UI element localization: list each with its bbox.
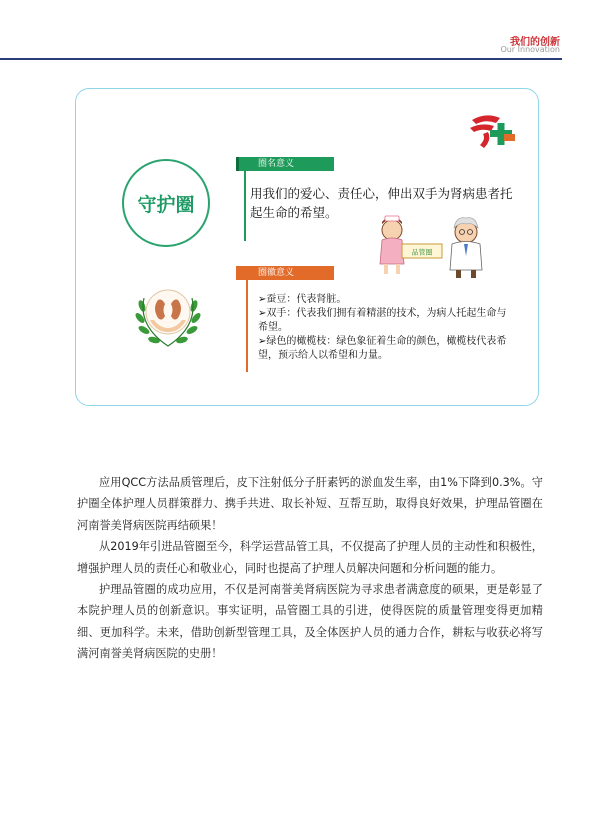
name-meaning-label: 圈名意义 bbox=[236, 157, 334, 171]
hospital-cross-logo-icon bbox=[466, 110, 518, 152]
paragraph: 应用QCC方法品质管理后，皮下注射低分子肝素钙的淤血发生率，由1%下降到0.3%。守护圈全体护理人员群策群力、携手共进、取长补短、互帮互助，取得良好效果，护理品管圈在河南誉美肾病医院再结硕果！ bbox=[77, 476, 543, 532]
badge-meaning-item: ➢蚕豆：代表肾脏。 bbox=[258, 294, 347, 305]
badge-meaning-item: ➢绿色的橄榄枝：绿色象征着生命的颜色，橄榄枝代表希望，预示给人以希望和力量。 bbox=[258, 336, 507, 361]
circle-name-badge bbox=[122, 159, 210, 247]
badge-meaning-label: 圈徽意义 bbox=[236, 266, 334, 280]
label-accent bbox=[236, 157, 239, 171]
header-divider bbox=[0, 58, 562, 60]
paragraph: 从2019年引进品管圈至今，科学运营品管工具，不仅提高了护理人员的主动性和积极性，增强护理人员的责任心和敬业心，同时也提高了护理人员解决问题和分析问题的能力。 bbox=[77, 540, 543, 575]
nurse-doctor-cartoon-icon bbox=[372, 212, 492, 280]
paragraph: 护理品管圈的成功应用，不仅是河南誉美肾病医院为寻求患者满意度的硕果，更是彰显了本院护理人员的创新意识。事实证明，品管圈工具的引进，使得医院的质量管理变得更加精细、更加科学。未来，借助创新型管理工具，及全体医护人员的通力合作，耕耘与收获必将写满河南誉美肾病医院的史册！ bbox=[77, 583, 543, 661]
cartoon-sign-text: 品管圈 bbox=[411, 248, 433, 257]
badge-meaning-rule bbox=[246, 280, 248, 372]
circle-title: 守护圈 bbox=[137, 193, 195, 216]
section-subtitle: Our Innovation bbox=[500, 45, 560, 54]
section-title: 我们的创新 bbox=[510, 37, 560, 48]
badge-meaning-list bbox=[258, 293, 508, 363]
name-meaning-rule bbox=[244, 171, 246, 241]
name-meaning-text: 用我们的爱心、责任心，伸出双手为肾病患者托起生命的希望。 bbox=[250, 186, 513, 220]
badge-meaning-item: ➢双手：代表我们拥有着精湛的技术，为病人托起生命与希望。 bbox=[258, 308, 507, 333]
circle-emblem-icon bbox=[128, 276, 208, 356]
article-body bbox=[77, 472, 543, 665]
